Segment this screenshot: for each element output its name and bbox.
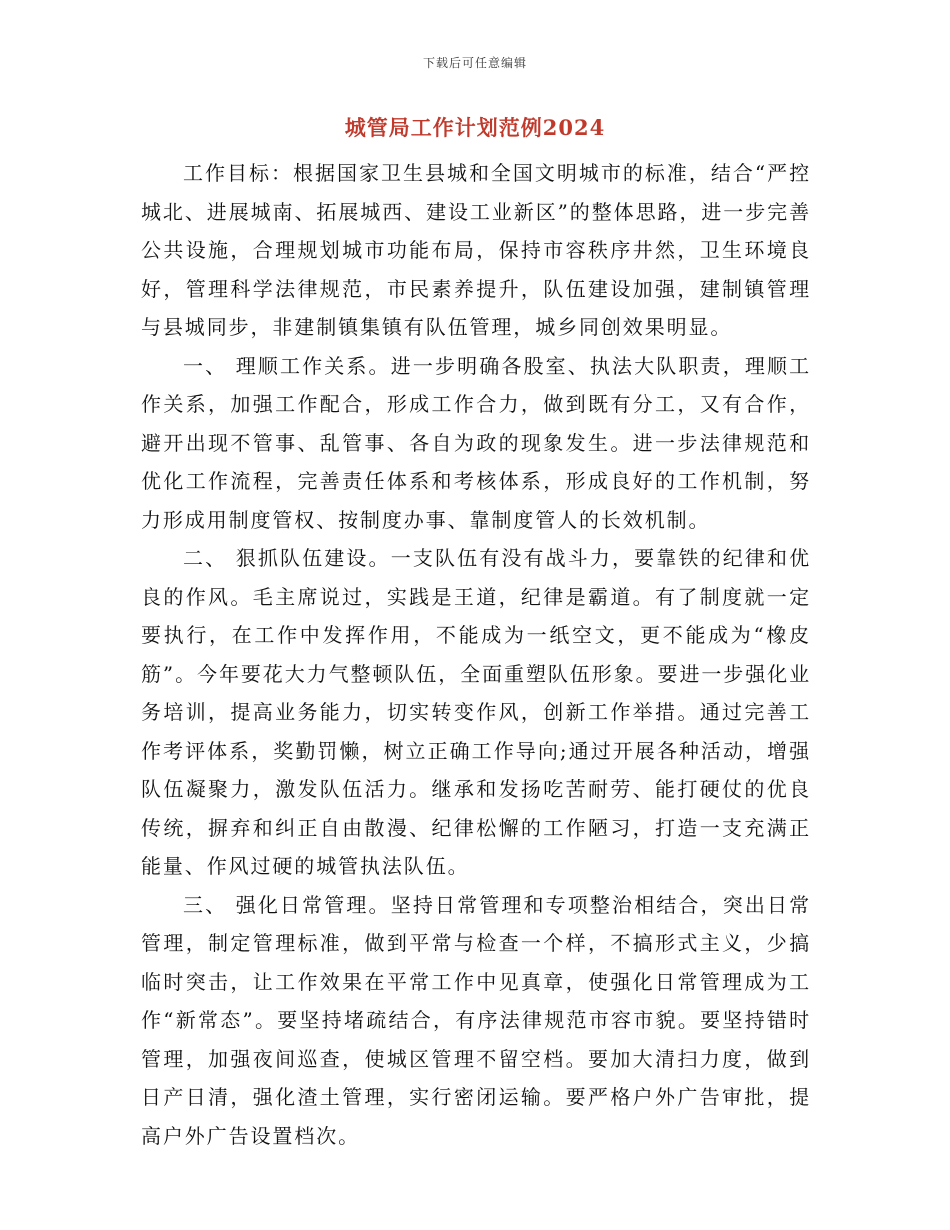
document-title: 城管局工作计划范例2024 xyxy=(344,115,606,140)
paragraph-section-2: 二、 狠抓队伍建设。一支队伍有没有战斗力，要靠铁的纪律和优良的作风。毛主席说过，实践是王道，纪律是霸道。有了制度就一定要执行，在工作中发挥作用，不能成为一纸空文，更不能成为“橡皮筋”。今年要花大力气整顿队伍，全面重塑队伍形象。要进一步强化业务培训，提高业务能力，切实转变作风，创新工作举措。通过完善工作考评体系，奖勤罚懒，树立正确工作导向;通过开展各种活动，增强队伍凝聚力，激发队伍活力。继承和发扬吃苦耐劳、能打硬仗的优良传统，摒弃和纠正自由散漫、纪律松懈的工作陋习，打造一支充满正能量、作风过硬的城管执法队伍。 xyxy=(141,546,811,878)
paragraph-section-3: 三、 强化日常管理。坚持日常管理和专项整治相结合，突出日常管理，制定管理标准，做到平常与检查一个样，不搞形式主义，少搞临时突击，让工作效果在平常工作中见真章，使强化日常管理成为工作“新常态”。要坚持堵疏结合，有序法律规范市容市貌。要坚持错时管理，加强夜间巡查，使城区管理不留空档。要加大清扫力度，做到日产日清，强化渣土管理，实行密闭运输。要严格户外广告审批，提高户外广告设置档次。 xyxy=(141,892,811,1148)
header-note: 下载后可任意编辑 xyxy=(422,56,527,70)
paragraph-goal: 工作目标：根据国家卫生县城和全国文明城市的标准，结合“严控城北、进展城南、拓展城西、建设工业新区”的整体思路，进一步完善公共设施，合理规划城市功能布局，保持市容秩序井然，卫生环境良好，管理科学法律规范，市民素养提升，队伍建设加强，建制镇管理与县城同步，非建制镇集镇有队伍管理，城乡同创效果明显。 xyxy=(141,161,811,339)
paragraph-section-1: 一、 理顺工作关系。进一步明确各股室、执法大队职责，理顺工作关系，加强工作配合，形成工作合力，做到既有分工，又有合作，避开出现不管事、乱管事、各自为政的现象发生。进一步法律规范和优化工作流程，完善责任体系和考核体系，形成良好的工作机制，努力形成用制度管权、按制度办事、靠制度管人的长效机制。 xyxy=(141,353,811,532)
document-body xyxy=(141,154,811,1155)
